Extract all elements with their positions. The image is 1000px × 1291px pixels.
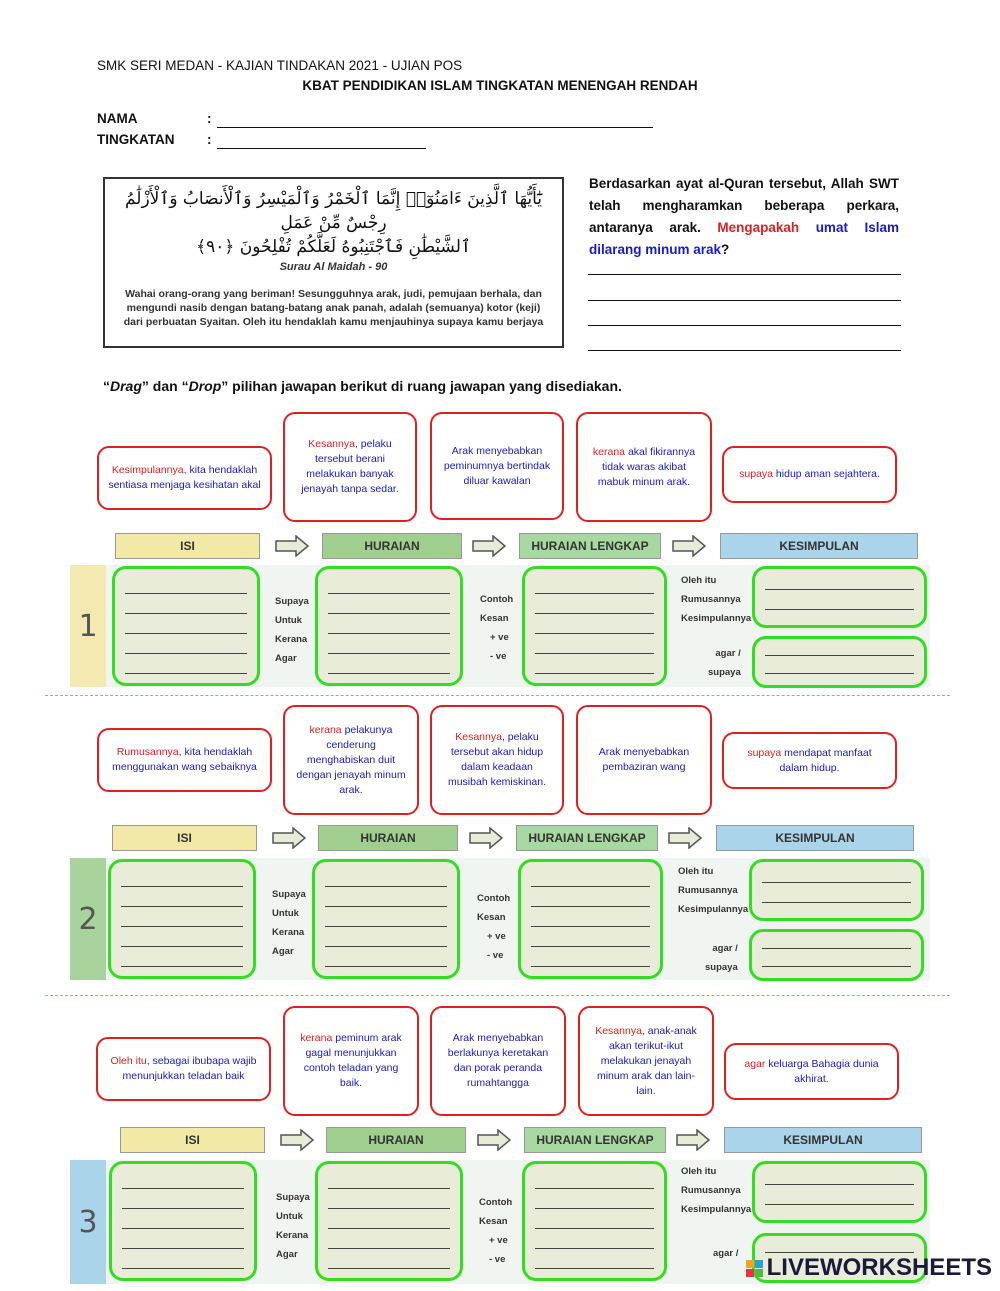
- nama-label: NAMA: [97, 111, 138, 126]
- verse-box: [103, 177, 564, 348]
- school-header: SMK SERI MEDAN - KAJIAN TINDAKAN 2021 - UJIAN POS: [97, 58, 463, 73]
- label-oleh-itu: Oleh itu: [681, 1166, 717, 1177]
- arrow-right-icon: [469, 827, 503, 849]
- label-positive: + ve: [490, 632, 509, 643]
- section-number: 1: [70, 565, 106, 687]
- answer-card[interactable]: [283, 1006, 419, 1116]
- drop-zone-huraian[interactable]: [315, 1161, 463, 1281]
- drop-zone-kesimpulan[interactable]: [752, 1161, 927, 1223]
- tingkatan-colon: :: [207, 132, 212, 147]
- card-text: Arak menyebabkan peminumnya bertindak diluar kawalan: [443, 444, 551, 487]
- label-kesan: Kesan: [479, 1216, 508, 1227]
- huraian-connector-labels: [480, 590, 513, 666]
- arrow-right-icon: [477, 1129, 511, 1151]
- answer-card[interactable]: [283, 412, 417, 522]
- arrow-right-icon: [668, 827, 702, 849]
- stage-huraian: HURAIAN: [318, 825, 458, 851]
- label-rumusannya: Rumusannya: [681, 1185, 741, 1196]
- agar-connector-labels: [708, 644, 741, 682]
- question-part-1: Berdasarkan ayat al-Quran tersebut, Allah SWT telah mengharamkan beberapa perkara, antaranya arak.: [589, 176, 899, 235]
- section-divider: [45, 995, 950, 996]
- label-contoh: Contoh: [480, 594, 514, 605]
- card-text: , kita hendaklah menggunakan wang sebaiknya: [112, 746, 257, 773]
- card-keyword: supaya: [747, 746, 782, 759]
- nama-colon: :: [207, 111, 212, 126]
- stage-kesimpulan: KESIMPULAN: [724, 1127, 922, 1153]
- drop-zone-huraian[interactable]: [312, 859, 460, 979]
- stage-huraian: HURAIAN: [326, 1127, 466, 1153]
- drop-zone-huraian-lengkap[interactable]: [522, 1161, 667, 1281]
- card-text: , anak-anak akan terikut-ikut melakukan jenayah minum arak dan lain-lain.: [596, 1024, 697, 1097]
- tingkatan-field[interactable]: [217, 134, 426, 149]
- label-supaya-2: supaya: [708, 667, 741, 678]
- label-kesan: Kesan: [480, 613, 509, 624]
- drop-zone-huraian-lengkap[interactable]: [522, 566, 667, 686]
- isi-connector-labels: [272, 885, 306, 961]
- card-text: mendapat manfaat dalam hidup.: [779, 746, 872, 774]
- isi-connector-labels: [275, 592, 309, 668]
- label-negative: - ve: [487, 950, 504, 961]
- isi-connector-labels: [276, 1188, 310, 1264]
- card-keyword: agar: [744, 1057, 766, 1070]
- section-number: 3: [70, 1160, 106, 1284]
- label-kesimpulannya: Kesimpulannya: [681, 1204, 752, 1215]
- drop-word: Drop: [188, 378, 222, 394]
- label-contoh: Contoh: [477, 893, 511, 904]
- lengkap-connector-labels: [678, 862, 748, 919]
- huraian-connector-labels: [479, 1193, 512, 1269]
- huraian-connector-labels: [477, 889, 510, 965]
- drop-zone-kesimpulan[interactable]: [749, 859, 924, 921]
- stage-kesimpulan: KESIMPULAN: [716, 825, 914, 851]
- tingkatan-label: TINGKATAN: [97, 132, 175, 147]
- question-part-3: umat Islam dilarang minum arak: [589, 220, 899, 257]
- label-supaya: Supaya: [272, 889, 306, 900]
- stage-huraian-lengkap: HURAIAN LENGKAP: [519, 533, 661, 559]
- label-oleh-itu: Oleh itu: [678, 866, 714, 877]
- card-keyword: Kesannya: [455, 731, 502, 743]
- label-supaya: Supaya: [275, 596, 309, 607]
- card-text: peminum arak gagal menunjukkan contoh teladan yang baik.: [303, 1032, 402, 1089]
- logo-icon: [746, 1260, 763, 1277]
- arrow-right-icon: [472, 535, 506, 557]
- label-untuk: Untuk: [276, 1211, 303, 1222]
- label-agar: Agar: [275, 653, 297, 664]
- arrow-right-icon: [272, 827, 306, 849]
- label-kesimpulannya: Kesimpulannya: [681, 613, 752, 624]
- label-positive: + ve: [487, 931, 506, 942]
- question-mark: ?: [721, 242, 730, 257]
- lengkap-connector-labels: [681, 1162, 751, 1219]
- label-kerana: Kerana: [272, 927, 305, 938]
- answer-card[interactable]: [578, 1006, 714, 1116]
- subject-title: KBAT PENDIDIKAN ISLAM TINGKATAN MENENGAH RENDAH: [302, 78, 698, 93]
- label-kesan: Kesan: [477, 912, 506, 923]
- answer-card[interactable]: [576, 705, 712, 815]
- instruction-rest: ” pilihan jawapan berikut di ruang jawapan yang disediakan.: [221, 378, 622, 394]
- drop-zone-kesimpulan-agar[interactable]: [749, 929, 924, 981]
- stage-kesimpulan: KESIMPULAN: [720, 533, 918, 559]
- drag-word: Drag: [110, 378, 142, 394]
- card-text: , kita hendaklah sentiasa menjaga kesihatan akal: [108, 464, 261, 491]
- label-agar-slash: agar /: [715, 648, 741, 659]
- instruction: [103, 378, 622, 394]
- card-keyword: Kesimpulannya: [111, 464, 184, 476]
- quote-open: “: [103, 378, 110, 394]
- arrow-right-icon: [672, 535, 706, 557]
- answer-card[interactable]: [96, 1037, 271, 1101]
- question-text: [589, 173, 899, 261]
- label-positive: + ve: [489, 1235, 508, 1246]
- card-keyword: Kesannya: [595, 1024, 642, 1037]
- stage-huraian-lengkap: HURAIAN LENGKAP: [524, 1127, 666, 1153]
- drop-zone-isi[interactable]: [112, 566, 260, 686]
- card-keyword: kerana: [309, 723, 342, 736]
- answer-card[interactable]: [722, 732, 897, 789]
- label-supaya: Supaya: [276, 1192, 310, 1203]
- label-supaya-2: supaya: [705, 962, 738, 973]
- stage-isi: ISI: [120, 1127, 265, 1153]
- quote-mid: ” dan “: [141, 378, 189, 394]
- label-negative: - ve: [490, 651, 507, 662]
- arrow-right-icon: [280, 1129, 314, 1151]
- card-keyword: supaya: [739, 468, 774, 480]
- stage-huraian: HURAIAN: [322, 533, 462, 559]
- arabic-verse-line-1: يَٰٓأَيُّهَا ٱلَّذِينَ ءَامَنُوٓا۟ إِنَّمَا ٱلْخَمْرُ وَٱلْمَيْسِرُ وَٱلْأَنصَابُ وَٱلْأَزْلَٰمُ رِجْسٌ مِّنْ عَمَلِ: [124, 189, 543, 233]
- label-rumusannya: Rumusannya: [681, 594, 741, 605]
- card-keyword: Rumusannya: [116, 746, 179, 758]
- label-negative: - ve: [489, 1254, 506, 1265]
- lengkap-connector-labels: [681, 571, 751, 628]
- surah-reference: Surau Al Maidah - 90: [279, 261, 388, 273]
- agar-connector-labels: [713, 1244, 738, 1263]
- verse-translation: Wahai orang-orang yang beriman! Sesungguhnya arak, judi, pemujaan berhala, dan mengundi nasib dengan batang-batang anak panah, adalah (semuanya) kotor (keji) dari perbuatan Syaitan. Oleh itu hendaklah kamu menjauhinya supaya kamu berjaya: [123, 288, 544, 328]
- card-keyword: kerana: [592, 445, 626, 458]
- stage-isi: ISI: [112, 825, 257, 851]
- label-untuk: Untuk: [272, 908, 299, 919]
- answer-card[interactable]: [283, 705, 419, 815]
- card-keyword: Oleh itu: [110, 1055, 147, 1067]
- label-contoh: Contoh: [479, 1197, 513, 1208]
- card-keyword: kerana: [300, 1032, 333, 1044]
- label-untuk: Untuk: [275, 615, 302, 626]
- logo-text: LIVEWORKSHEETS: [766, 1254, 992, 1281]
- drop-zone-huraian[interactable]: [315, 566, 463, 686]
- answer-line[interactable]: [588, 325, 901, 326]
- card-text: keluarga Bahagia dunia akhirat.: [765, 1057, 879, 1085]
- stage-huraian-lengkap: HURAIAN LENGKAP: [516, 825, 658, 851]
- card-text: pelakunya cenderung menghabiskan duit dengan jenayah minum arak.: [296, 723, 406, 796]
- card-keyword: Kesannya: [308, 438, 355, 450]
- answer-card[interactable]: [430, 1006, 566, 1116]
- answer-card[interactable]: [97, 728, 272, 792]
- card-text: , sebagai ibubapa wajib menunjukkan teladan baik: [122, 1055, 257, 1082]
- arrow-right-icon: [275, 535, 309, 557]
- answer-card[interactable]: [724, 1043, 899, 1100]
- label-kerana: Kerana: [275, 634, 308, 645]
- section-number: 2: [70, 858, 106, 980]
- label-agar-slash: agar /: [713, 1248, 739, 1259]
- agar-connector-labels: [705, 939, 738, 977]
- nama-field[interactable]: [217, 113, 653, 128]
- answer-line[interactable]: [588, 300, 901, 301]
- label-agar-slash: agar /: [712, 943, 738, 954]
- drop-zone-isi[interactable]: [108, 859, 256, 979]
- answer-card[interactable]: [430, 412, 564, 520]
- answer-card[interactable]: [430, 705, 564, 815]
- arabic-verse-line-2: ٱلشَّيْطَٰنِ فَٱجْتَنِبُوهُ لَعَلَّكُمْ تُفْلِحُونَ ﴿٩٠﴾: [196, 237, 471, 257]
- stage-isi: ISI: [115, 533, 260, 559]
- answer-line[interactable]: [588, 274, 901, 275]
- card-text: , pelaku tersebut berani melakukan banyak jenayah tanpa sedar.: [301, 438, 399, 495]
- question-keyword: Mengapakah: [717, 220, 800, 235]
- label-agar: Agar: [272, 946, 294, 957]
- card-text: , pelaku tersebut akan hidup dalam keadaan musibah kemiskinan.: [447, 731, 547, 788]
- card-text: Arak menyebabkan berlakunya keretakan dan porak peranda rumahtangga: [447, 1032, 549, 1089]
- section-divider: [45, 695, 950, 696]
- drop-zone-kesimpulan-agar[interactable]: [752, 636, 927, 688]
- card-text: hidup aman sejahtera.: [773, 468, 880, 480]
- label-oleh-itu: Oleh itu: [681, 575, 717, 586]
- drop-zone-isi[interactable]: [109, 1161, 257, 1281]
- card-text: akal fikirannya tidak waras akibat mabuk minum arak.: [597, 445, 696, 488]
- drop-zone-kesimpulan[interactable]: [752, 566, 927, 628]
- answer-card[interactable]: [576, 412, 712, 522]
- answer-card[interactable]: [97, 446, 272, 510]
- label-rumusannya: Rumusannya: [678, 885, 738, 896]
- label-kerana: Kerana: [276, 1230, 309, 1241]
- answer-card[interactable]: [722, 446, 897, 503]
- card-text: Arak menyebabkan pembaziran wang: [598, 746, 690, 773]
- answer-line[interactable]: [588, 350, 901, 351]
- drop-zone-huraian-lengkap[interactable]: [518, 859, 663, 979]
- liveworksheets-logo: [746, 1254, 992, 1282]
- arrow-right-icon: [676, 1129, 710, 1151]
- label-kesimpulannya: Kesimpulannya: [678, 904, 749, 915]
- label-agar: Agar: [276, 1249, 298, 1260]
